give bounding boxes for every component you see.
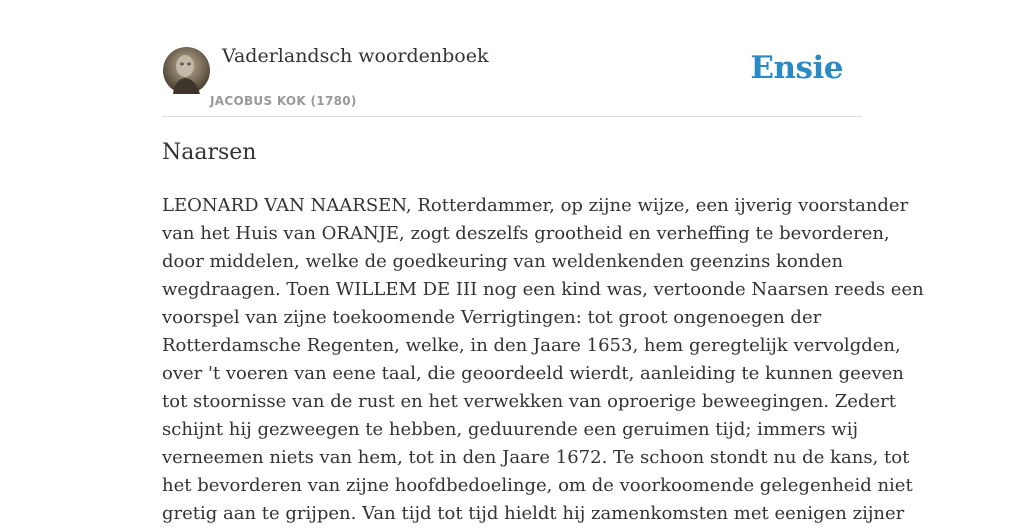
entry-line: door middelen, welke de goedkeuring van weldenkenden geenzins konden <box>162 251 844 272</box>
entry-line: voorspel van zijne toekoomende Verrigtingen: tot groot ongenoegen der <box>162 307 822 328</box>
ensie-logo[interactable]: Ensie <box>750 50 843 86</box>
entry-line: verneemen niets van hem, tot in den Jaare 1672. Te schoon stondt nu de kans, tot <box>162 447 910 468</box>
entry-line: het bevorderen van zijne hoofdbedoelinge, om de voorkoomende gelegenheid niet <box>162 475 913 496</box>
entry-body <box>162 192 924 528</box>
site-header <box>162 0 862 117</box>
entry-line: tot stoornisse van de rust en het verwekken van oproerige beweegingen. Zedert <box>162 391 896 412</box>
book-title[interactable]: Vaderlandsch woordenboek <box>222 45 489 67</box>
portrait-image-icon <box>163 47 210 94</box>
entry-line: over 't voeren van eene taal, die geoordeeld wierdt, aanleiding te kunnen geeven <box>162 363 904 384</box>
entry-line: Rotterdamsche Regenten, welke, in den Jaare 1653, hem geregtelijk vervolgden, <box>162 335 901 356</box>
author-name[interactable]: JACOBUS KOK (1780) <box>210 94 357 108</box>
entry-line: gretig aan te grijpen. Van tijd tot tijd hieldt hij zamenkomsten met eenigen zijner <box>162 503 905 524</box>
entry-title: Naarsen <box>162 140 257 165</box>
author-portrait[interactable] <box>163 47 210 94</box>
entry-line: wegdraagen. Toen WILLEM DE III nog een kind was, vertoonde Naarsen reeds een <box>162 279 924 300</box>
entry-line: LEONARD VAN NAARSEN, Rotterdammer, op zijne wijze, een ijverig voorstander <box>162 195 909 216</box>
entry-line: van het Huis van ORANJE, zogt deszelfs grootheid en verheffing te bevorderen, <box>162 223 890 244</box>
entry-line: schijnt hij gezweegen te hebben, geduurende een geruimen tijd; immers wij <box>162 419 859 440</box>
